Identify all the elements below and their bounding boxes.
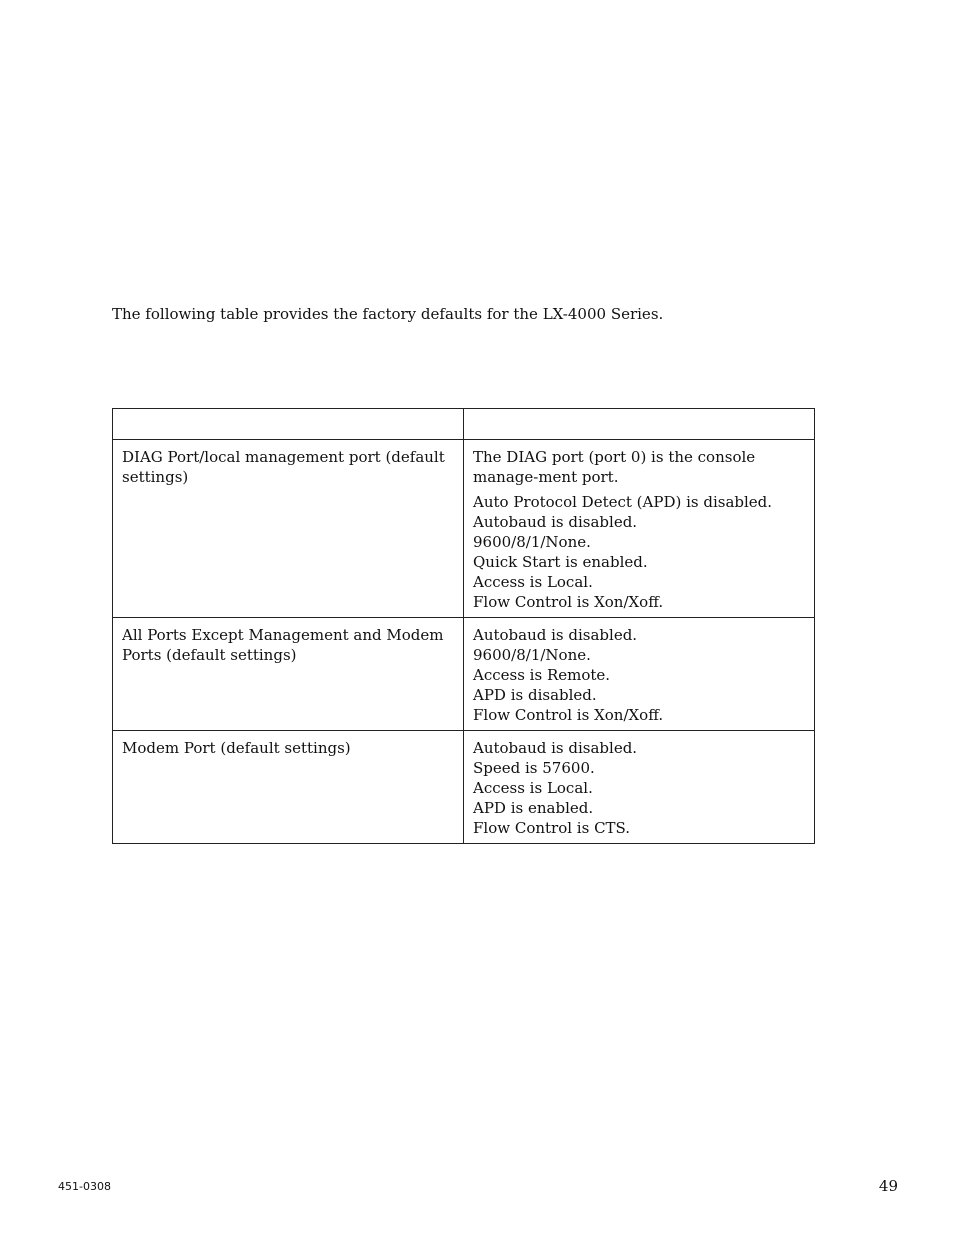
document-number: 451-0308 xyxy=(58,1180,111,1193)
table-row xyxy=(113,440,815,618)
default-value-line: 9600/8/1/None. xyxy=(473,533,591,551)
table-row xyxy=(113,731,815,844)
default-value-line: Flow Control is Xon/Xoff. xyxy=(473,706,664,724)
factory-defaults-table xyxy=(112,408,815,844)
default-value-line: Autobaud is disabled. xyxy=(473,739,638,757)
row-default-values xyxy=(464,731,815,844)
default-value-line: APD is disabled. xyxy=(473,686,597,704)
default-value-line: Flow Control is CTS. xyxy=(473,819,631,837)
default-value-line: Autobaud is disabled. xyxy=(473,513,638,531)
table-row xyxy=(113,618,815,731)
default-value-line: Access is Local. xyxy=(473,779,593,797)
default-value-line: Quick Start is enabled. xyxy=(473,553,648,571)
row-item-label: DIAG Port/local management port (default settings) xyxy=(113,440,464,618)
intro-paragraph: The following table provides the factory defaults for the LX-4000 Series. xyxy=(112,305,664,323)
default-value-line: Autobaud is disabled. xyxy=(473,626,638,644)
row-default-values xyxy=(464,618,815,731)
row-default-values xyxy=(464,440,815,618)
default-value-line: 9600/8/1/None. xyxy=(473,646,591,664)
default-value-line: Speed is 57600. xyxy=(473,759,595,777)
default-value-line: Auto Protocol Detect (APD) is disabled. xyxy=(473,493,773,511)
page-number: 49 xyxy=(878,1177,898,1195)
row-item-label: All Ports Except Management and Modem Ports (default settings) xyxy=(113,618,464,731)
default-value-line: Flow Control is Xon/Xoff. xyxy=(473,593,664,611)
table-header-default xyxy=(464,409,815,440)
table-header-item xyxy=(113,409,464,440)
default-value-line: Access is Local. xyxy=(473,573,593,591)
default-value-line: Access is Remote. xyxy=(473,666,611,684)
default-value-line: The DIAG port (port 0) is the console manage-ment port. xyxy=(473,448,756,486)
row-item-label: Modem Port (default settings) xyxy=(113,731,464,844)
default-value-line: APD is enabled. xyxy=(473,799,594,817)
table-header-row xyxy=(113,409,815,440)
